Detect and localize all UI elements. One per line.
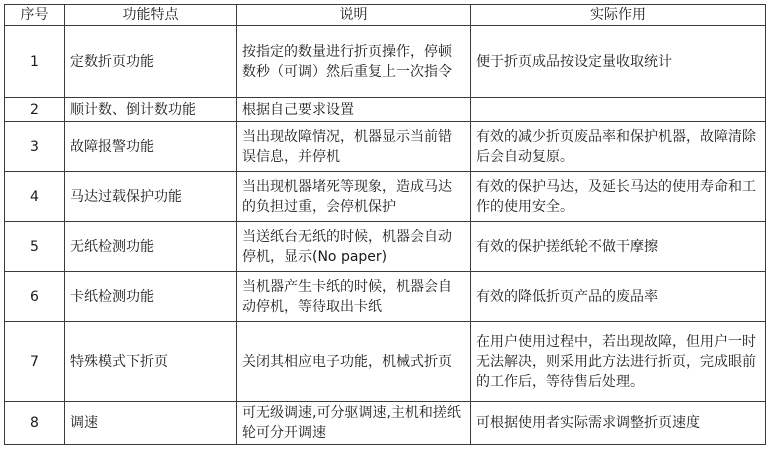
row-desc: 当送纸台无纸的时候，机器会自动停机，显示(No paper) [237,222,471,272]
row-effect: 有效的保护搓纸轮不做干摩擦 [471,222,766,272]
row-no: 4 [5,172,65,222]
row-desc: 可无级调速,可分驱调速,主机和搓纸轮可分开调速 [237,402,471,445]
table-row [5,172,766,222]
row-effect: 可根据使用者实际需求调整折页速度 [471,402,766,445]
row-feature: 卡纸检测功能 [65,272,237,322]
row-effect [471,98,766,122]
row-no: 2 [5,98,65,122]
table-row [5,402,766,445]
row-desc: 根据自己要求设置 [237,98,471,122]
row-no: 5 [5,222,65,272]
table-row [5,26,766,98]
row-desc: 关闭其相应电子功能，机械式折页 [237,322,471,402]
row-desc: 当出现故障情况，机器显示当前错误信息，并停机 [237,122,471,172]
table-row [5,98,766,122]
table-row [5,272,766,322]
row-desc: 当机器产生卡纸的时候，机器会自动停机，等待取出卡纸 [237,272,471,322]
header-no: 序号 [5,5,65,26]
row-effect: 便于折页成品按设定量收取统计 [471,26,766,98]
feature-spec-table [4,4,766,445]
row-effect: 有效的降低折页产品的废品率 [471,272,766,322]
table-row [5,222,766,272]
row-effect: 在用户使用过程中，若出现故障，但用户一时无法解决，则采用此方法进行折页，完成眼前的工作后，等待售后处理。 [471,322,766,402]
row-no: 7 [5,322,65,402]
row-feature: 顺计数、倒计数功能 [65,98,237,122]
row-feature: 故障报警功能 [65,122,237,172]
row-no: 3 [5,122,65,172]
row-effect: 有效的保护马达，及延长马达的使用寿命和工作的使用安全。 [471,172,766,222]
row-feature: 无纸检测功能 [65,222,237,272]
row-feature: 特殊模式下折页 [65,322,237,402]
row-effect: 有效的减少折页废品率和保护机器，故障清除后会自动复原。 [471,122,766,172]
row-no: 6 [5,272,65,322]
row-feature: 马达过载保护功能 [65,172,237,222]
row-desc: 当出现机器堵死等现象，造成马达的负担过重，会停机保护 [237,172,471,222]
row-feature: 定数折页功能 [65,26,237,98]
header-desc: 说明 [237,5,471,26]
header-feature: 功能特点 [65,5,237,26]
row-no: 1 [5,26,65,98]
table-row [5,322,766,402]
table-row [5,122,766,172]
header-effect: 实际作用 [471,5,766,26]
row-no: 8 [5,402,65,445]
row-feature: 调速 [65,402,237,445]
row-desc: 按指定的数量进行折页操作，停顿数秒（可调）然后重复上一次指令 [237,26,471,98]
table-header-row [5,5,766,26]
